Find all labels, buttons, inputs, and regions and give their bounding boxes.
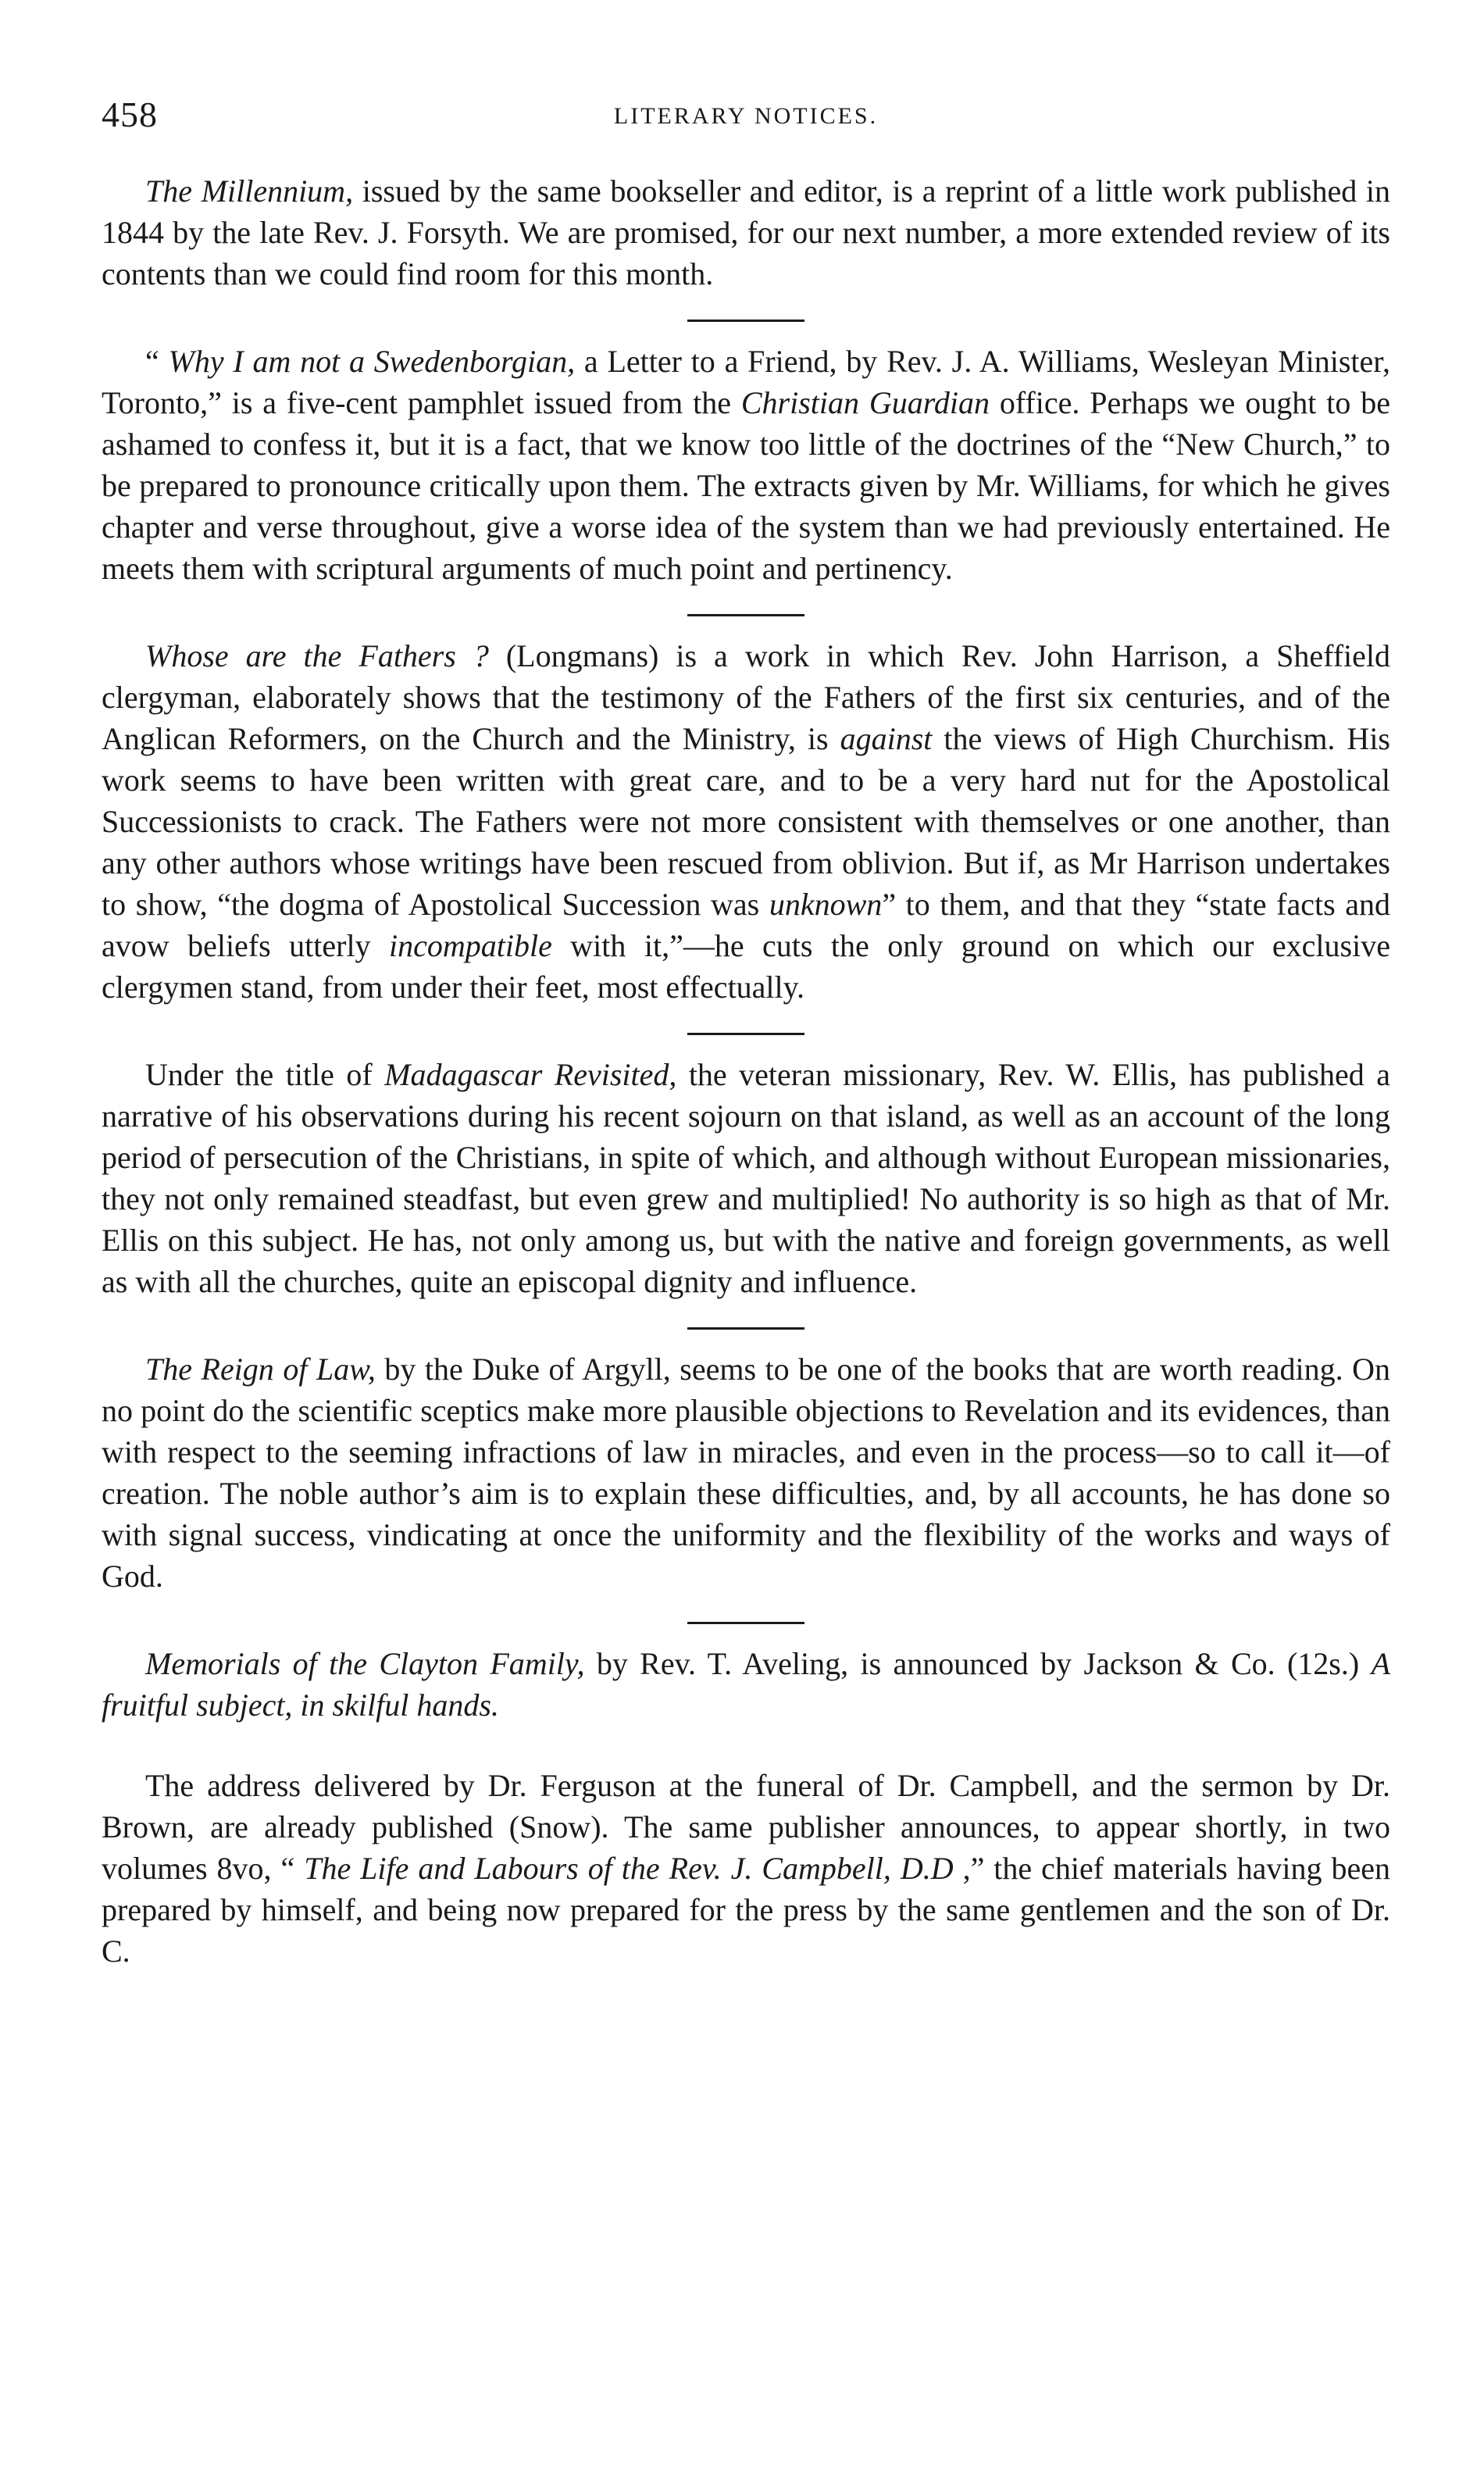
book-title: Memorials of the Clayton Family, — [145, 1646, 585, 1681]
notice-text: a Letter to a Friend, by Rev. J. A. Williams, Wesleyan Minister, Toronto,” is a five-cent pamphlet issued from the — [102, 344, 1391, 420]
notice-text: the views of High Churchism. His work seems to have been written with great care, and to be a very hard nut for the Apostolical Successionists to crack. The Fathers were not more consistent with themselves or one another, than any other authors whose writings have been rescued from oblivion. But if, as Mr Harrison undertakes to show, “the dogma of Apostolical Succession was — [102, 721, 1390, 922]
book-title: The Life and Labours of the Rev. J. Campbell, D.D — [304, 1851, 954, 1886]
page — [102, 94, 1390, 1972]
notice-text: Under the title of — [145, 1057, 385, 1092]
notice-text: with it,”—he cuts the only ground on which our exclusive clergymen stand, from under their feet, most effectually. — [102, 928, 1390, 1005]
emphasis: unknown — [769, 887, 883, 922]
book-title: Why I am not a Swedenborgian, — [168, 344, 576, 379]
notice-fathers — [102, 635, 1390, 1008]
notice-text: (Longmans) is a work in which Rev. John Harrison, a Sheffield clergyman, elaborately shows that the testimony of the Fathers of the first six centuries, and of the Anglican Reformers, on the Church and the Ministry, is — [102, 638, 1390, 756]
notice-millennium — [102, 170, 1390, 295]
emphasis: incompatible — [389, 928, 552, 963]
notice-swedenborgian — [102, 341, 1390, 589]
section-divider — [687, 320, 804, 322]
book-title: The Millennium, — [145, 173, 354, 209]
section-divider — [687, 1033, 804, 1035]
running-title: LITERARY NOTICES. — [613, 103, 879, 129]
notice-text: ,” the chief materials having been prepared by himself, and being now prepared for the press by the same gentlemen and the son of Dr. C. — [102, 1851, 1390, 1969]
notice-text: ” to them, and that they “state facts and avow beliefs utterly — [102, 887, 1390, 963]
notice-text: issued by the same bookseller and editor, is a reprint of a little work published in 1844 by the late Rev. J. Forsyth. We are promised, for our next number, a more extended review of its contents than we could find room for this month. — [102, 173, 1390, 291]
book-title: Whose are the Fathers ? — [145, 638, 489, 673]
notice-text: The address delivered by Dr. Ferguson at the funeral of Dr. Campbell, and the sermon by Dr. Brown, are already published (Snow). The same publisher announces, to appear shortly, in two volumes 8vo, “ — [102, 1768, 1390, 1886]
book-title: Madagascar Revisited, — [384, 1057, 677, 1092]
section-divider — [687, 1622, 804, 1624]
notice-text: by Rev. T. Aveling, is announced by Jackson & Co. (12s.) — [584, 1646, 1372, 1681]
notice-campbell — [102, 1765, 1390, 1972]
emphasis: against — [840, 721, 933, 756]
page-number: 458 — [102, 95, 158, 134]
section-divider — [687, 614, 804, 616]
notice-clayton-family — [102, 1643, 1390, 1726]
book-title: The Reign of Law, — [145, 1352, 376, 1387]
notice-text: the veteran missionary, Rev. W. Ellis, has published a narrative of his observations during his recent sojourn on that island, as well as an account of the long period of persecution of the Christians, in spite of which, and although without European missionaries, they not only remained steadfast, but even grew and multiplied! No authority is so high as that of Mr. Ellis on this subject. He has, not only among us, but with the native and foreign governments, as well as with all the churches, quite an episcopal dignity and influence. — [102, 1057, 1391, 1299]
running-head — [102, 94, 1390, 156]
section-divider — [687, 1327, 804, 1330]
notice-text: by the Duke of Argyll, seems to be one of the books that are worth reading. On no point do the scientific sceptics make more plausible objections to Revelation and its evidences, than with respect to the seeming infractions of law in miracles, and even in the process—so to call it—of creation. The noble author’s aim is to explain these difficulties, and, by all accounts, he has done so with signal success, vindicating at once the uniformity and the flexibility of the works and ways of God. — [102, 1352, 1390, 1594]
notice-madagascar — [102, 1054, 1390, 1302]
open-quote: “ — [145, 344, 169, 379]
publication-name: Christian Guardian — [740, 385, 990, 420]
emphasis: A fruitful subject, in skilful hands. — [102, 1646, 1390, 1723]
notice-text: office. Perhaps we ought to be ashamed to confess it, but it is a fact, that we know too little of the doctrines of the “New Church,” to be prepared to pronounce critically upon them. The extracts given by Mr. Williams, for which he gives chapter and verse throughout, give a worse idea of the system than we had previously entertained. He meets them with scriptural arguments of much point and pertinency. — [102, 385, 1390, 586]
spacer — [102, 1726, 1390, 1765]
notice-reign-of-law — [102, 1348, 1390, 1597]
